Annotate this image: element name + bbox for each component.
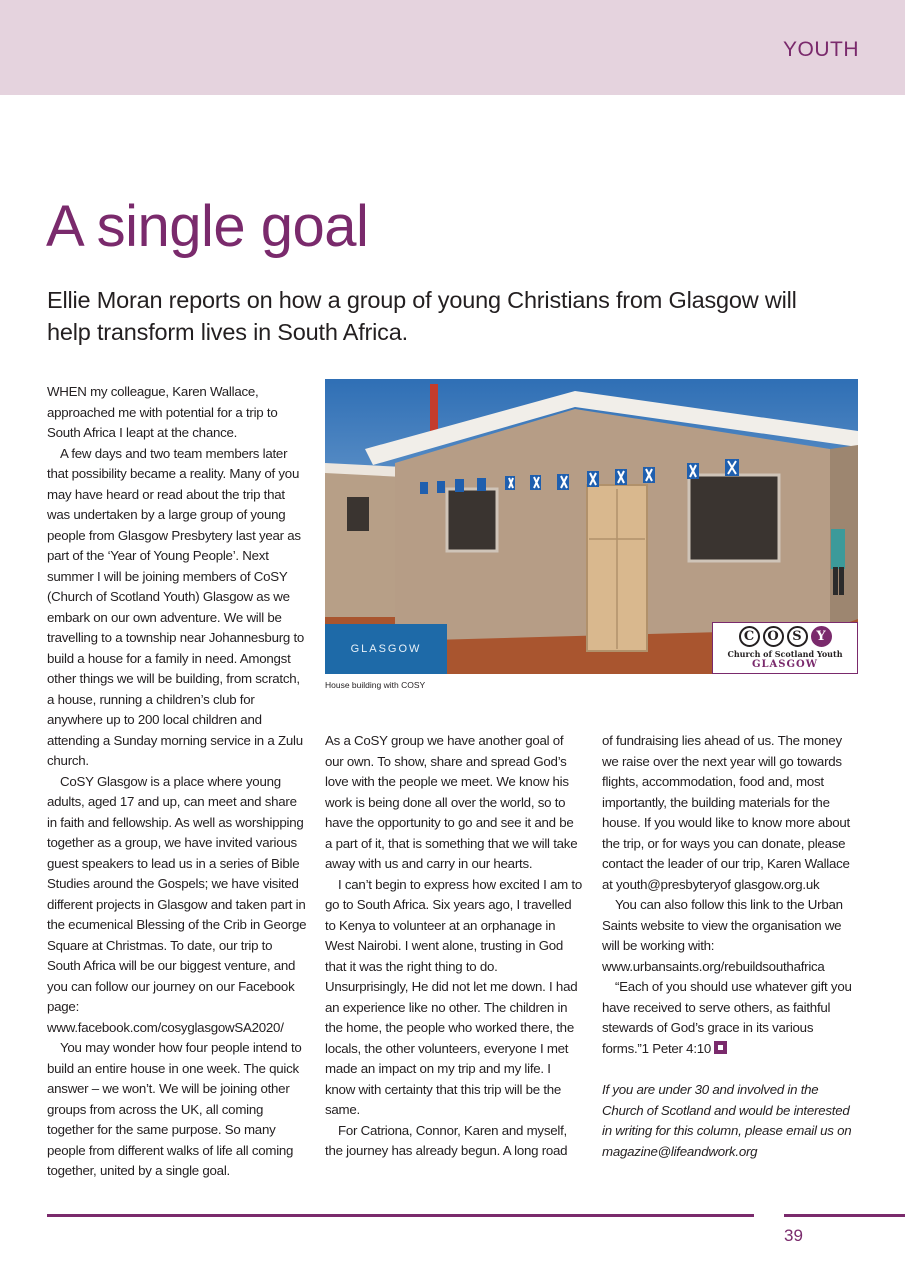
section-label: YOUTH (783, 38, 859, 61)
paragraph: You may wonder how four people intend to build an entire house in one week. The quick answer – we won’t. We will be joining other groups from across the UK, all coming together for the same purpose. So many people from different walks of life all coming together, united by a single goal. (47, 1040, 302, 1178)
paragraph: You can also follow this link to the Urban Saints website to view the organisation we will be working with: www.urbansaints.org/rebuildsouthafrica (602, 897, 843, 974)
body-column-1 (47, 382, 307, 1182)
footer-rule-right (784, 1214, 905, 1217)
scripture-quote: “Each of you should use whatever gift you have received to serve others, as faithful stewards of God’s grace in its various forms.”1 Peter 4:10 (602, 979, 852, 1056)
paragraph: I can’t begin to express how excited I am to go to South Africa. Six years ago, I travelled to Kenya to volunteer at an orphanage in West Nairobi. I went alone, trusting in God that it was the right thing to do. Unsurprisingly, He did not let me down. I had an experience like no other. The children in the home, the people who worked there, the locals, the other volunteers, everyone I met made an impact on my trip and my life. I know with certainty that this trip will be the same. (325, 876, 582, 1117)
header-band (0, 0, 905, 95)
end-of-article-icon (714, 1041, 727, 1054)
page-number: 39 (784, 1226, 803, 1245)
cosy-city: GLASGOW (751, 659, 819, 670)
cosy-letter: Y (811, 626, 832, 647)
cosy-subtitle: Church of Scotland Youth (727, 649, 843, 659)
paragraph: As a CoSY group we have another goal of our own. To show, share and spread God’s love with the people we meet. We know his work is being done all over the world, so to have the opportunity to go and see it and be a part of it, that is something that we will take away with us and carry in our hearts. (325, 733, 578, 871)
house-photo (325, 379, 858, 674)
paragraph: A few days and two team members later that possibility became a reality. Many of you may have heard or read about the trip that was undertaken by a large group of young people from Glasgow Presbytery last year as part of the ‘Year of Young People’. Next summer I will be joining members of CoSY (Church of Scotland Youth) Glasgow as we embark on our own adventure. We will be travelling to a township near Johannesburg to build a house for a family in need. Amongst other things we will be building, from scratch, a house, running a children’s club for anywhere up to 200 local children and attending a Sunday morning service in a Zulu church. (47, 445, 305, 768)
cosy-letter: S (787, 626, 808, 647)
photo-caption: House building with COSY (325, 680, 426, 690)
article-title: A single goal (46, 194, 369, 259)
paragraph: WHEN my colleague, Karen Wallace, approached me with potential for a trip to South Africa I leapt at the chance. (47, 384, 278, 440)
body-column-2 (325, 731, 583, 1162)
glasgow-logo-text: GLASGOW (350, 643, 422, 655)
paragraph (602, 977, 860, 1059)
cosy-logo (712, 622, 858, 674)
paragraph: For Catriona, Connor, Karen and myself, the journey has already begun. A long road (325, 1122, 568, 1158)
cosy-letter: C (739, 626, 760, 647)
article-standfirst: Ellie Moran reports on how a group of young Christians from Glasgow will help transform lives in South Africa. (47, 287, 797, 345)
footer-rule (47, 1214, 754, 1217)
paragraph: of fundraising lies ahead of us. The money we raise over the next year will go towards flights, accommodation, food and, most importantly, the building materials for the house. If you would like to know more about the trip, or for ways you can donate, please contact the leader of our trip, Karen Wallace at youth@presbyteryof glasgow.org.uk (602, 733, 850, 892)
contributor-note: If you are under 30 and involved in the Church of Scotland and would be interested in writing for this column, please email us on magazine@lifeandwork.org (602, 1082, 852, 1159)
paragraph: CoSY Glasgow is a place where young adults, aged 17 and up, can meet and share in faith and fellowship. As well as worshipping together as a group, we have invited various guest speakers to lead us in a series of Bible Studies around the Gospels; we have visited different projects in Glasgow and taken part in the ecumenical Blessing of the Crib in George Square at Christmas. To date, our trip to South Africa will be our biggest venture, and you can follow our journey on our Facebook page: www.facebook.com/cosyglasgowSA2020/ (47, 773, 307, 1035)
body-column-3 (602, 731, 860, 1162)
cosy-letter: O (763, 626, 784, 647)
glasgow-logo (325, 624, 447, 674)
cosy-wordmark (713, 626, 857, 647)
